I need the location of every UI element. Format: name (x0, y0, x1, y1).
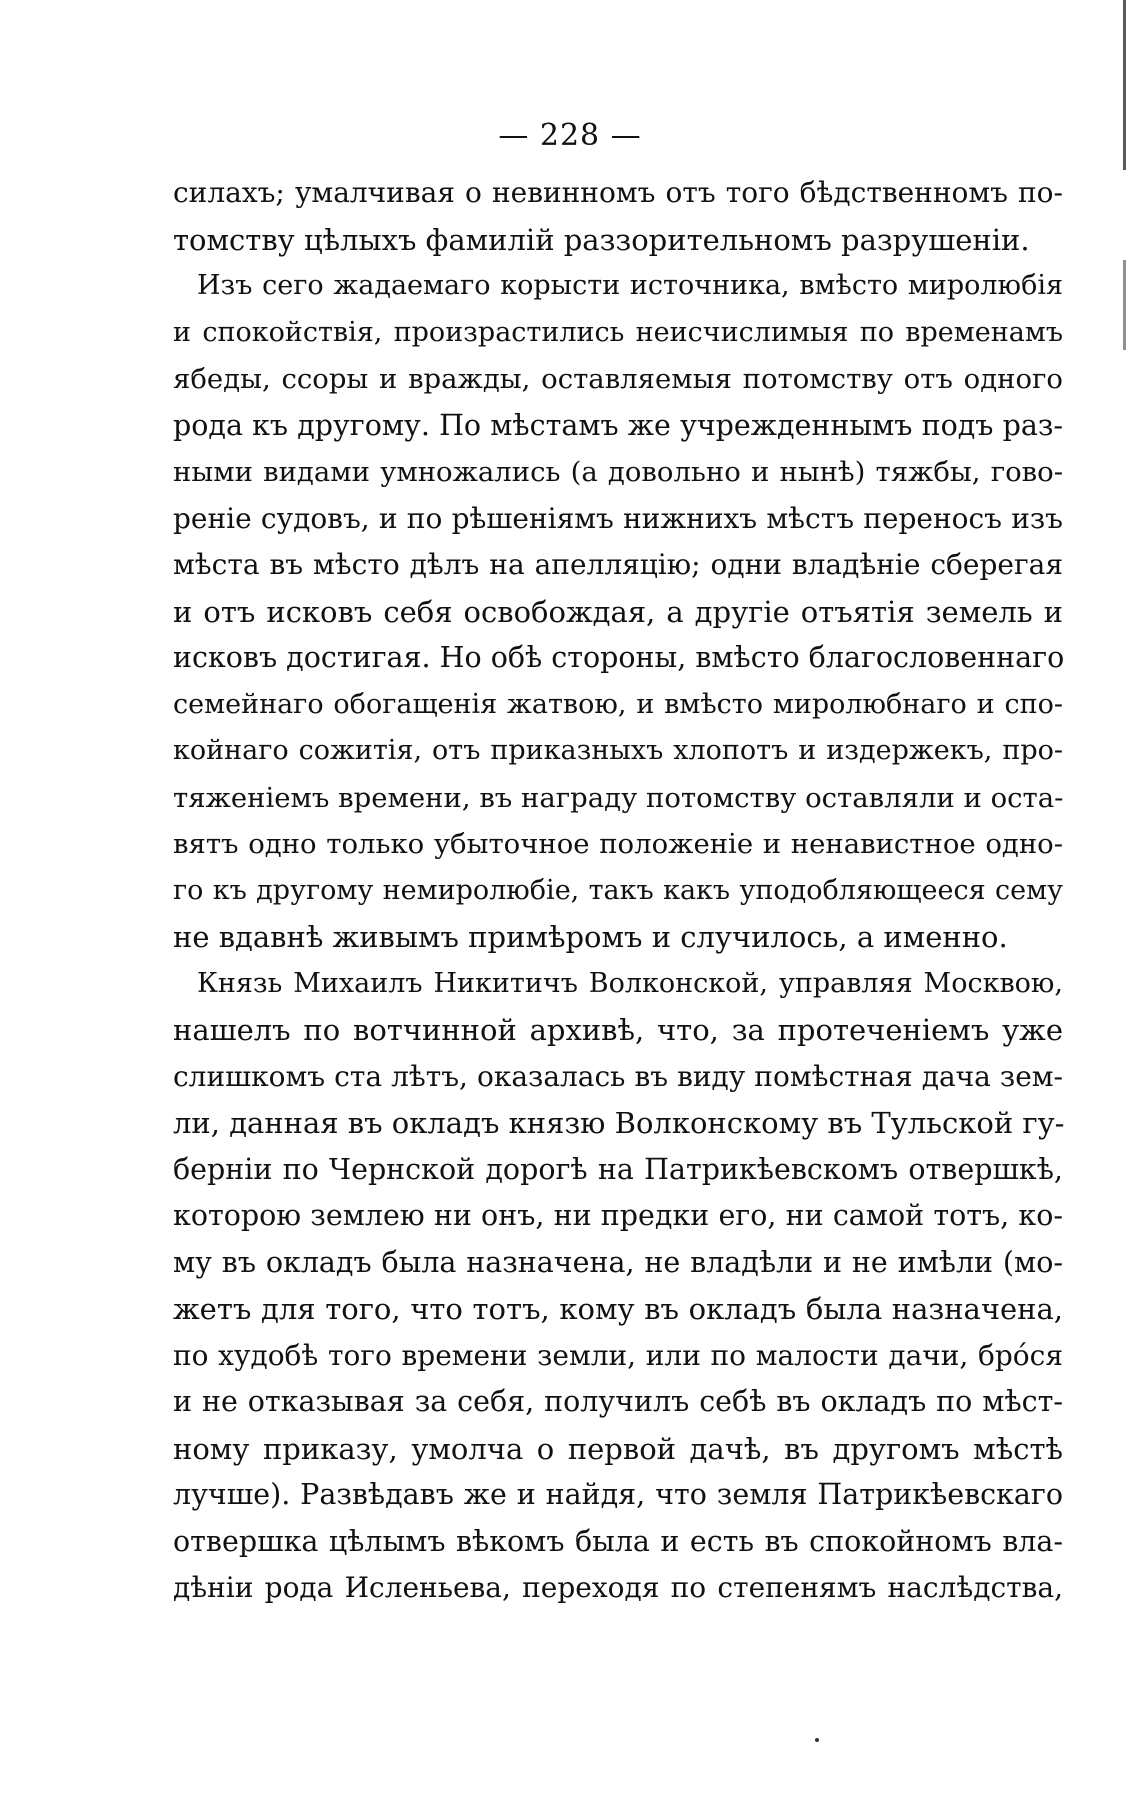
text-line: лучше). Развѣдавъ же и найдя, что земля Патрикѣевскаго (173, 1478, 1063, 1511)
text-line: нашелъ по вотчинной архивѣ, что, за протеченіемъ уже (173, 1013, 1063, 1047)
text-line: томству цѣлыхъ фамилій раззорительномъ разрушеніи. (173, 222, 1030, 257)
text-line: которою землею ни онъ, ни предки его, ни самой тотъ, ко- (173, 1199, 1063, 1232)
text-line: отвершка цѣлымъ вѣкомъ была и есть въ спокойномъ вла- (173, 1524, 1063, 1558)
text-line-paragraph-start: Князь Михаилъ Никитичъ Волконской, управляя Москвою, (197, 967, 1063, 999)
text-line: и отъ исковъ себя освобождая, а другіе отъятія земель и (173, 594, 1063, 629)
text-line: дѣніи рода Исленьева, переходя по степенямъ наслѣдства, (173, 1571, 1063, 1604)
text-line: ному приказу, умолча о первой дачѣ, въ другомъ мѣстѣ (173, 1431, 1063, 1466)
text-line: ябеды, ссоры и вражды, оставляемыя потомству отъ одного (173, 363, 1063, 395)
body-text (173, 170, 1063, 1612)
text-line: ли, данная въ окладъ князю Волконскому въ Тульской гу- (173, 1106, 1065, 1140)
ink-speck (815, 1738, 819, 1742)
page-edge-line-lower (1123, 260, 1126, 350)
text-line: рода къ другому. По мѣстамъ же учрежденнымъ подъ раз- (173, 408, 1063, 442)
text-line: исковъ достигая. Но обѣ стороны, вмѣсто благословеннаго (173, 641, 1065, 674)
text-line: тяженіемъ времени, въ награду потомству оставляли и оста- (173, 781, 1064, 814)
text-line: жетъ для того, что тотъ, кому въ окладъ была назначена, (173, 1292, 1063, 1326)
text-line-paragraph-start: Изъ сего жадаемаго корысти источника, вмѣсто миролюбія (197, 270, 1063, 301)
text-line: го къ другому немиролюбіе, такъ какъ уподобляющееся сему (173, 874, 1063, 906)
text-line: вятъ одно только убыточное положеніе и ненавистное одно- (173, 828, 1063, 860)
text-line: койнаго сожитія, отъ приказныхъ хлопотъ и издержекъ, про- (173, 735, 1063, 766)
text-line: му въ окладъ была назначена, не владѣли и не имѣли (мо- (173, 1245, 1063, 1279)
text-line: семейнаго обогащенія жатвою, и вмѣсто миролюбнаго и спо- (173, 688, 1063, 720)
text-line: берніи по Чернской дорогѣ на Патрикѣевскомъ отвершкѣ, (173, 1152, 1063, 1186)
text-line: по худобѣ того времени земли, или по малости дачи, бро́ся (173, 1338, 1063, 1372)
text-line: мѣста въ мѣсто дѣлъ на апелляцію; одни владѣніе сберегая (173, 548, 1063, 581)
text-line: не вдавнѣ живымъ примѣромъ и случилось, а именно. (173, 920, 1008, 954)
text-line: и спокойствія, произрастились неисчислимыя по временамъ (173, 316, 1063, 348)
text-line: реніе судовъ, и по рѣшеніямъ нижнихъ мѣстъ переносъ изъ (173, 501, 1063, 535)
text-line: ными видами умножались (а довольно и нынѣ) тяжбы, гово- (173, 456, 1063, 488)
text-line: силахъ; умалчивая о невинномъ отъ того бѣдственномъ по- (173, 176, 1063, 209)
page-number: — 228 — (498, 118, 642, 153)
text-line: и не отказывая за себя, получилъ себѣ въ окладъ по мѣст- (173, 1385, 1063, 1418)
text-line: слишкомъ ста лѣтъ, оказалась въ виду помѣстная дача зем- (173, 1059, 1063, 1093)
